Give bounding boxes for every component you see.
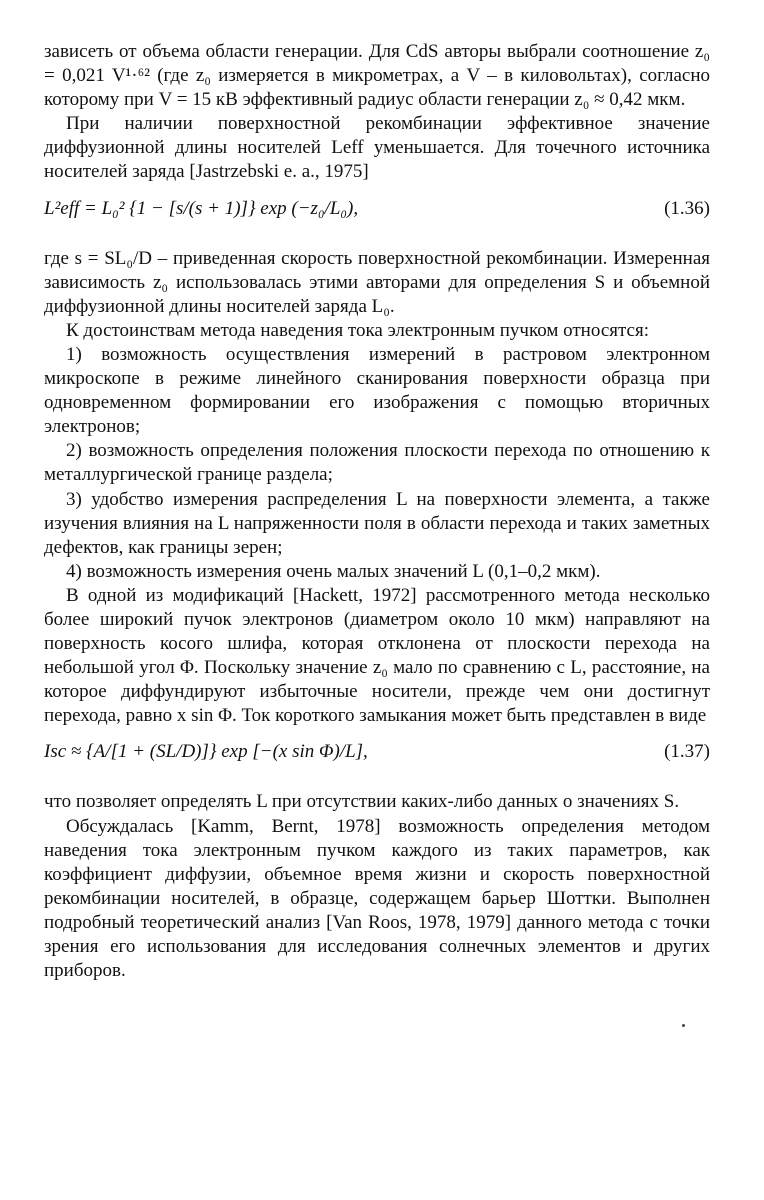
paragraph: где s = SL₀/D – приведенная скорость поверхностной рекомбинации. Измеренная зависимость z₀ использовалась этими авторами для определения S и объемной диффузионной длины носителей заряда L₀.: [44, 247, 710, 317]
equation-formula: Isc ≈ {A/[1 + (SL/D)]} exp [−(x sin Φ)/L],: [44, 741, 368, 763]
equation-formula: L²eff = L₀² {1 − [s/(s + 1)]} exp (−z₀/L₀),: [44, 197, 359, 219]
paragraph: Обсуждалась [Kamm, Bernt, 1978] возможность определения методом наведения тока электронным пучком каждого из таких параметров, как коэффициент диффузии, объемное время жизни и скорость поверхностной рекомбинации носителей, в образце, содержащем барьер Шоттки. Выполнен подробный теоретический анализ [Van Roos, 1978, 1979] данного метода с точки зрения его использования для исследования солнечных элементов и других приборов.: [44, 815, 710, 982]
speck: [682, 1024, 685, 1027]
paragraph: В одной из модификаций [Hackett, 1972] рассмотренного метода несколько более широкий пучок электронов (диаметром около 10 мкм) направляют на поверхность косого шлифа, которая отклонена от плоскости перехода на небольшой угол Φ. Поскольку значение z₀ мало по сравнению с L, расстояние, на которое диффундируют избыточные носители, прежде чем они достигнут перехода, равно x sin Φ. Ток короткого замыкания может быть представлен в виде: [44, 584, 710, 727]
paragraph: При наличии поверхностной рекомбинации эффективное значение диффузионной длины носителей Leff уменьшается. Для точечного источника носителей заряда [Jastrzebski e. a., 1975]: [44, 113, 710, 183]
list-item: 3) удобство измерения распределения L на поверхности элемента, а также изучения влияния на L напряженности поля в области перехода и таких заметных дефектов, как границы зерен;: [44, 488, 710, 558]
page-body: [44, 40, 710, 983]
equation-1-36: [44, 193, 710, 225]
list-item: 1) возможность осуществления измерений в растровом электронном микроскопе в режиме линейного сканирования поверхности образца при одновременном формировании его изображения с помощью вторичных электронов;: [44, 343, 710, 438]
list-item: 4) возможность измерения очень малых значений L (0,1–0,2 мкм).: [66, 560, 601, 582]
paragraph: зависеть от объема области генерации. Для CdS авторы выбрали соотношение z₀ = 0,021 V¹·⁶² (где z₀ измеряется в микрометрах, а V – в киловольтах), согласно которому при V = 15 кВ эффективный радиус области генерации z₀ ≈ 0,42 мкм.: [44, 41, 710, 111]
equation-number: (1.36): [664, 197, 710, 219]
equation-1-37: [44, 736, 710, 768]
list-item: 2) возможность определения положения плоскости перехода по отношению к металлургической границе раздела;: [44, 440, 710, 486]
paragraph: что позволяет определять L при отсутствии каких-либо данных о значениях S.: [44, 791, 680, 813]
equation-number: (1.37): [664, 741, 710, 763]
paragraph: К достоинствам метода наведения тока электронным пучком относятся:: [66, 319, 649, 341]
